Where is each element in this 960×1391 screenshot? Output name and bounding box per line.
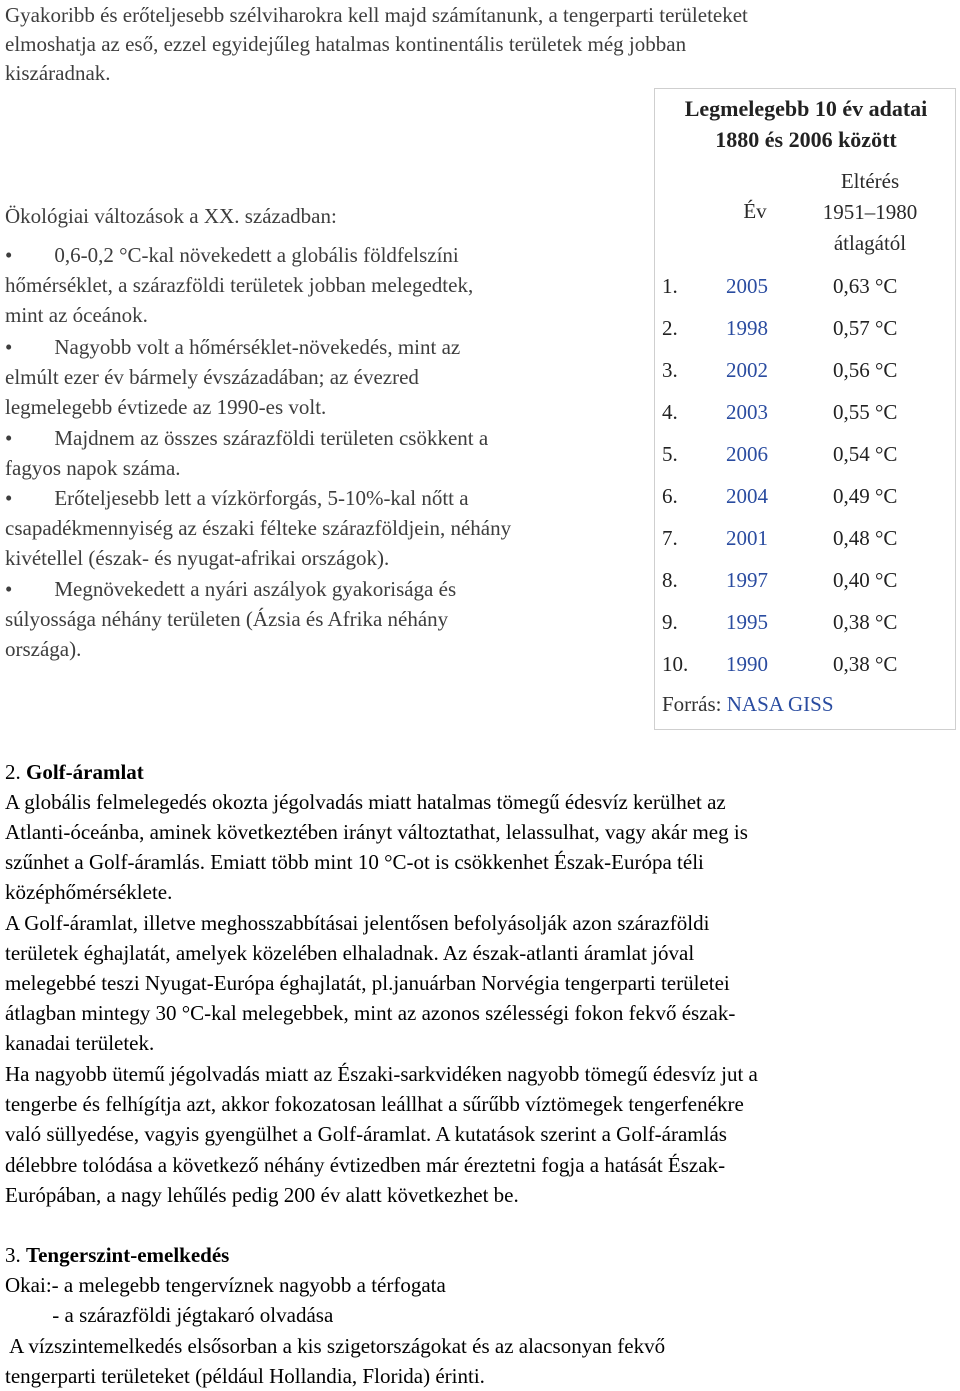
year-link[interactable]: 2001 bbox=[726, 526, 768, 550]
text-line: Atlanti-óceánba, aminek következtében irányt változtathat, lelassulhat, vagy akár meg is bbox=[5, 820, 748, 844]
deviation-cell: 0,55 °C bbox=[833, 400, 898, 424]
text-line: tengerparti területeket (például Hollandia, Florida) érinti. bbox=[5, 1364, 485, 1388]
year-link[interactable]: 2002 bbox=[726, 358, 768, 382]
year-link[interactable]: 2004 bbox=[726, 484, 768, 508]
table-source bbox=[662, 692, 834, 717]
text-line: A globális felmelegedés okozta jégolvadás miatt hatalmas tömegű édesvíz kerülhet az bbox=[5, 790, 726, 814]
text-line: fagyos napok száma. bbox=[5, 456, 181, 480]
text-line: elmúlt ezer év bármely évszázadában; az évezred bbox=[5, 365, 419, 389]
table-row bbox=[655, 610, 957, 646]
section-title: Tengerszint-emelkedés bbox=[26, 1243, 230, 1267]
text-line: Okai:- a melegebb tengervíznek nagyobb a térfogata bbox=[5, 1273, 446, 1297]
rank-cell: 9. bbox=[662, 610, 678, 634]
year-link[interactable]: 1998 bbox=[726, 316, 768, 340]
table-row bbox=[655, 526, 957, 562]
column-header-deviation: átlagától bbox=[833, 231, 907, 255]
table-row bbox=[655, 568, 957, 604]
table-row bbox=[655, 358, 957, 394]
text-line: délebbre tolódása a következő néhány évtizedben már éreztetni fogja a hatását Észak- bbox=[5, 1153, 726, 1177]
text-line: területek éghajlatát, amelyek közelében elhaladnak. Az észak-atlanti áramlat jóval bbox=[5, 941, 695, 965]
source-link[interactable]: NASA GISS bbox=[726, 692, 834, 716]
deviation-cell: 0,57 °C bbox=[833, 316, 898, 340]
text-line: kanadai területek. bbox=[5, 1031, 155, 1055]
rank-cell: 7. bbox=[662, 526, 678, 550]
text-line: kivétellel (észak- és nyugat-afrikai országok). bbox=[5, 546, 390, 570]
text-line: súlyossága néhány területen (Ázsia és Afrika néhány bbox=[5, 607, 449, 631]
table-row bbox=[655, 316, 957, 352]
deviation-cell: 0,54 °C bbox=[833, 442, 898, 466]
text-line: való süllyedése, vagyis gyengülhet a Golf-áramlat. A kutatások szerint a Golf-áramlás bbox=[5, 1122, 727, 1146]
rank-cell: 1. bbox=[662, 274, 678, 298]
warmest-years-table bbox=[654, 88, 956, 730]
text-line: szűnhet a Golf-áramlás. Emiatt több mint 10 °C-ot is csökkenhet Észak-Európa téli bbox=[5, 850, 704, 874]
table-caption: Legmelegebb 10 év adatai bbox=[684, 96, 928, 121]
column-header-deviation: 1951–1980 bbox=[822, 200, 918, 224]
deviation-cell: 0,40 °C bbox=[833, 568, 898, 592]
deviation-cell: 0,48 °C bbox=[833, 526, 898, 550]
table-row bbox=[655, 442, 957, 478]
section-heading bbox=[5, 757, 144, 787]
bullet-line: • 0,6-0,2 °C-kal növekedett a globális földfelszíni bbox=[5, 243, 459, 267]
rank-cell: 2. bbox=[662, 316, 678, 340]
deviation-cell: 0,49 °C bbox=[833, 484, 898, 508]
rank-cell: 8. bbox=[662, 568, 678, 592]
rank-cell: 4. bbox=[662, 400, 678, 424]
bullet-line: • Nagyobb volt a hőmérséklet-növekedés, mint az bbox=[5, 335, 461, 359]
rank-cell: 5. bbox=[662, 442, 678, 466]
column-header-deviation: Eltérés bbox=[840, 169, 900, 193]
deviation-cell: 0,38 °C bbox=[833, 610, 898, 634]
table-row bbox=[655, 484, 957, 520]
rank-cell: 10. bbox=[662, 652, 689, 676]
year-link[interactable]: 1997 bbox=[726, 568, 768, 592]
section-title: Golf-áramlat bbox=[26, 760, 144, 784]
year-link[interactable]: 2003 bbox=[726, 400, 768, 424]
year-link[interactable]: 2006 bbox=[726, 442, 768, 466]
intro-line: Gyakoribb és erőteljesebb szélviharokra kell majd számítanunk, a tengerparti területeket bbox=[5, 3, 748, 27]
text-line: A Golf-áramlat, illetve meghosszabbításai jelentősen befolyásolják azon szárazföldi bbox=[5, 911, 710, 935]
table-row bbox=[655, 274, 957, 310]
text-line: Európában, a nagy lehűlés pedig 200 év alatt következhet be. bbox=[5, 1183, 519, 1207]
year-link[interactable]: 1995 bbox=[726, 610, 768, 634]
intro-line: kiszáradnak. bbox=[5, 61, 111, 85]
deviation-cell: 0,38 °C bbox=[833, 652, 898, 676]
text-line: átlagban mintegy 30 °C-kal melegebbek, mint az azonos szélességi fokon fekvő észak- bbox=[5, 1001, 736, 1025]
text-line: csapadékmennyiség az északi félteke szárazföldjein, néhány bbox=[5, 516, 512, 540]
table-caption: 1880 és 2006 között bbox=[715, 127, 897, 152]
section-heading bbox=[5, 1240, 229, 1270]
source-label: Forrás: bbox=[662, 692, 727, 716]
column-header-year: Év bbox=[743, 199, 767, 223]
year-link[interactable]: 1990 bbox=[726, 652, 768, 676]
year-link[interactable]: 2005 bbox=[726, 274, 768, 298]
intro-line: elmoshatja az eső, ezzel egyidejűleg hatalmas kontinentális területek még jobban bbox=[5, 32, 687, 56]
text-line: tengerbe és felhígítja azt, akkor fokozatosan leállhat a sűrűbb víztömegek tengerfenékre bbox=[5, 1092, 744, 1116]
table-row bbox=[655, 652, 957, 688]
bullet-line: • Megnövekedett a nyári aszályok gyakorisága és bbox=[5, 577, 457, 601]
table-row bbox=[655, 400, 957, 436]
bullet-line: • Erőteljesebb lett a vízkörforgás, 5-10%-kal nőtt a bbox=[5, 486, 469, 510]
text-line: hőmérséklet, a szárazföldi területek jobban melegedtek, bbox=[5, 273, 474, 297]
text-line: melegebbé teszi Nyugat-Európa éghajlatát, pl.januárban Norvégia tengerparti területei bbox=[5, 971, 730, 995]
text-line: országa). bbox=[5, 637, 82, 661]
section-number: 2. bbox=[5, 760, 26, 784]
text-line: - a szárazföldi jégtakaró olvadása bbox=[5, 1303, 334, 1327]
deviation-cell: 0,56 °C bbox=[833, 358, 898, 382]
text-line: Ha nagyobb ütemű jégolvadás miatt az Északi-sarkvidéken nagyobb tömegű édesvíz jut a bbox=[5, 1062, 758, 1086]
text-line: legmelegebb évtizede az 1990-es volt. bbox=[5, 395, 327, 419]
section-heading: Ökológiai változások a XX. században: bbox=[5, 204, 337, 228]
section-number: 3. bbox=[5, 1243, 26, 1267]
text-line: mint az óceánok. bbox=[5, 303, 148, 327]
text-line: középhőmérséklete. bbox=[5, 880, 173, 904]
rank-cell: 6. bbox=[662, 484, 678, 508]
bullet-line: • Majdnem az összes szárazföldi területen csökkent a bbox=[5, 426, 489, 450]
deviation-cell: 0,63 °C bbox=[833, 274, 898, 298]
text-line: A vízszintemelkedés elsősorban a kis szigetországokat és az alacsonyan fekvő bbox=[5, 1334, 666, 1358]
rank-cell: 3. bbox=[662, 358, 678, 382]
